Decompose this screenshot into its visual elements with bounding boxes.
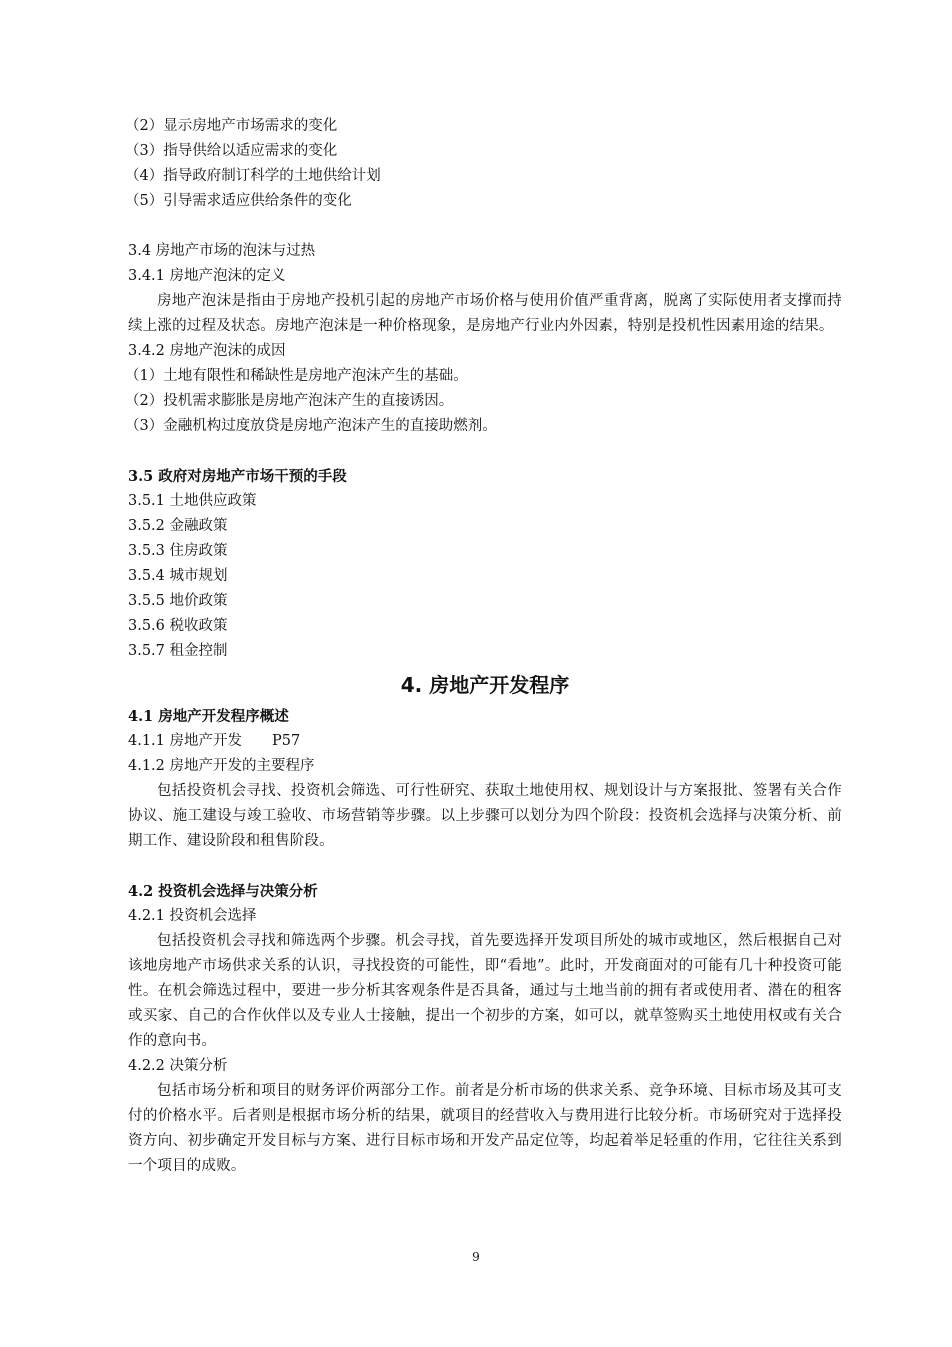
list-item: 3.5.6 税收政策 <box>128 618 228 634</box>
subsection-heading-4-1-1 <box>128 729 842 754</box>
spacer <box>128 439 842 464</box>
section-heading-4-2: 4.2 投资机会选择与决策分析 <box>128 883 318 900</box>
subsection-heading-3-4-2: 3.4.2 房地产泡沫的成因 <box>128 343 286 359</box>
paragraph-bubble-definition: 房地产泡沫是指由于房地产投机引起的房地产市场价格与使用价值严重背离，脱离了实际使用者支撑而持续上涨的过程及状态。房地产泡沫是一种价格现象，是房地产行业内外因素，特别是投机性因素用途的结果。 <box>128 293 842 334</box>
list-item: （5）引导需求适应供给条件的变化 <box>125 193 352 209</box>
spacer <box>128 214 842 239</box>
page-number: 9 <box>472 1250 480 1264</box>
section-heading-4-1: 4.1 房地产开发程序概述 <box>128 708 289 725</box>
list-item: 3.5.5 地价政策 <box>128 593 228 609</box>
subsection-heading-4-2-1: 4.2.1 投资机会选择 <box>128 908 257 924</box>
list-item: （2）投机需求膨胀是房地产泡沫产生的直接诱因。 <box>125 393 454 409</box>
list-item: （4）指导政府制订科学的土地供给计划 <box>125 168 381 184</box>
spacer <box>128 854 842 879</box>
list-item: （3）指导供给以适应需求的变化 <box>125 143 338 159</box>
list-item: （1）土地有限性和稀缺性是房地产泡沫产生的基础。 <box>125 368 468 384</box>
document-page <box>125 114 842 1179</box>
list-item: 3.5.1 土地供应政策 <box>128 493 257 509</box>
paragraph-investment-opportunity: 包括投资机会寻找和筛选两个步骤。机会寻找，首先要选择开发项目所处的城市或地区，然后根据自己对该地房地产市场供求关系的认识，寻找投资的可能性，即“看地”。此时，开发商面对的可能有几十种投资可能性。在机会筛选过程中，要进一步分析其客观条件是否具备，通过与土地当前的拥有者或使用者、潜在的租客或买家、自己的合作伙伴以及专业人士接触，提出一个初步的方案，如可以，就草签购买土地使用权或有关合作的意向书。 <box>128 933 842 1049</box>
list-item: 3.5.7 租金控制 <box>128 643 228 659</box>
subsection-heading-3-4-1: 3.4.1 房地产泡沫的定义 <box>128 268 286 284</box>
paragraph-decision-analysis: 包括市场分析和项目的财务评价两部分工作。前者是分析市场的供求关系、竞争环境、目标市场及其可支付的价格水平。后者则是根据市场分析的结果，就项目的经营收入与费用进行比较分析。市场研究对于选择投资方向、初步确定开发目标与方案、进行目标市场和开发产品定位等，均起着举足轻重的作用，它往往关系到一个项目的成败。 <box>128 1083 842 1174</box>
list-item: 3.5.4 城市规划 <box>128 568 228 584</box>
list-item: 3.5.2 金融政策 <box>128 518 228 534</box>
page-reference: P57 <box>272 733 301 749</box>
list-item: 3.5.3 住房政策 <box>128 543 228 559</box>
chapter-title: 4. 房地产开发程序 <box>400 673 570 697</box>
subsection-heading-4-1-2: 4.1.2 房地产开发的主要程序 <box>128 758 315 774</box>
subsection-heading-4-2-2: 4.2.2 决策分析 <box>128 1058 228 1074</box>
paragraph-development-procedure: 包括投资机会寻找、投资机会筛选、可行性研究、获取土地使用权、规划设计与方案报批、签署有关合作协议、施工建设与竣工验收、市场营销等步骤。以上步骤可以划分为四个阶段：投资机会选择与决策分析、前期工作、建设阶段和租售阶段。 <box>128 783 842 849</box>
list-item: （2）显示房地产市场需求的变化 <box>125 118 338 134</box>
subsection-title: 4.1.1 房地产开发 <box>128 733 243 749</box>
section-heading-3-4: 3.4 房地产市场的泡沫与过热 <box>128 243 316 259</box>
section-heading-3-5: 3.5 政府对房地产市场干预的手段 <box>128 468 347 485</box>
list-item: （3）金融机构过度放贷是房地产泡沫产生的直接助燃剂。 <box>125 418 497 434</box>
